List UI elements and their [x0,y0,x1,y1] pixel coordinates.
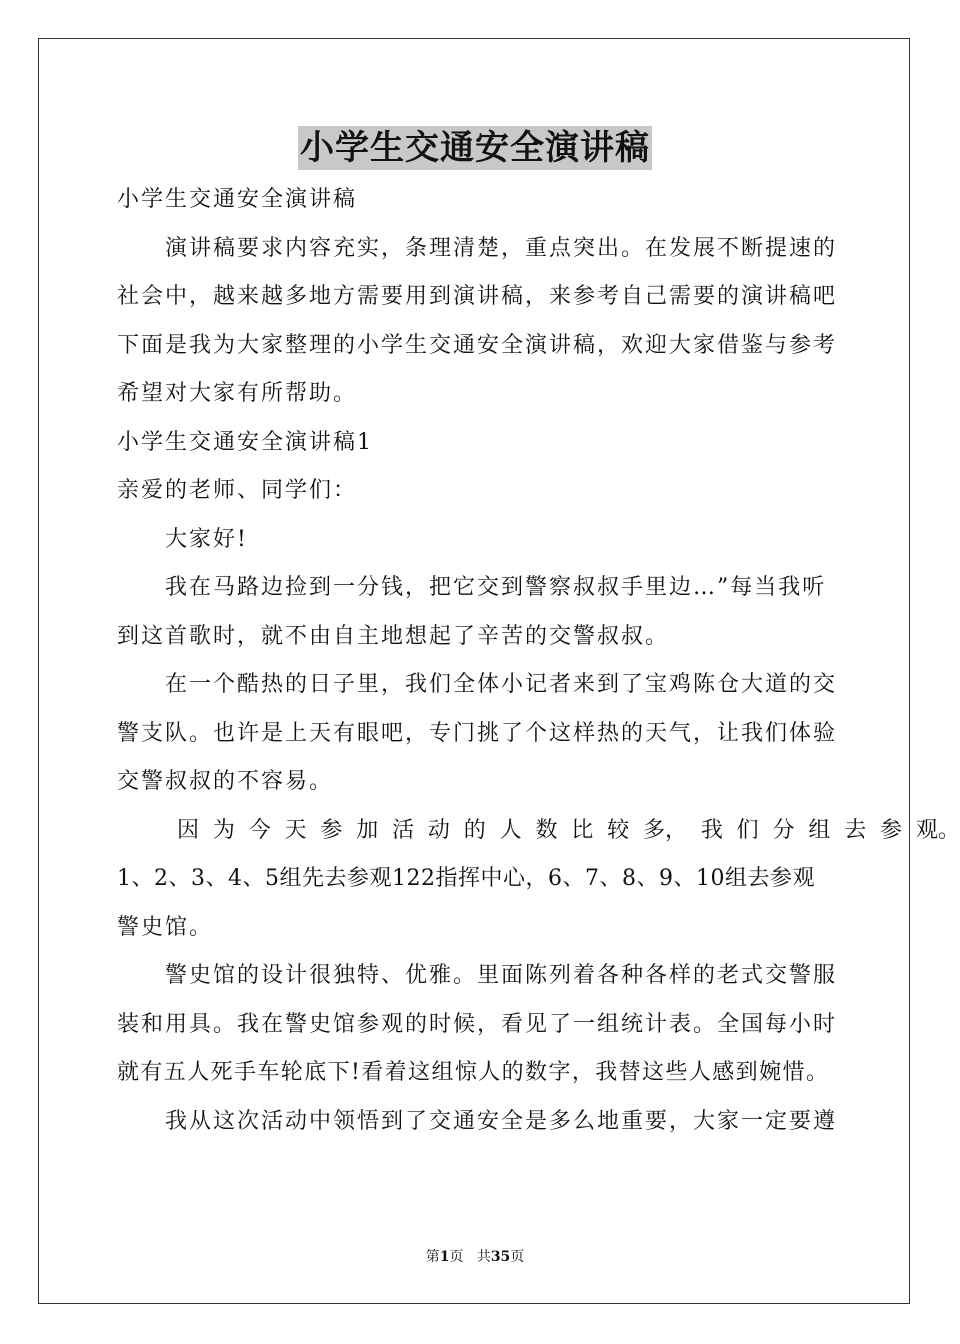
title-wrap [0,126,950,170]
justified-char: 较 [607,817,630,843]
justified-char: 多， [642,817,687,843]
justified-char: 为 [212,817,235,843]
justified-char: 去 [844,817,867,843]
paragraph-line: 下面是我为大家整理的小学生交通安全演讲稿，欢迎大家借鉴与参考 [117,332,838,358]
paragraph-line: 警史馆的设计很独特、优雅。里面陈列着各种各样的老式交警服 [165,963,838,988]
justified-char: 参 [880,817,903,843]
justified-char: 的 [463,817,486,843]
section-heading: 小学生交通安全演讲稿1 [117,429,373,455]
subtitle-line: 小学生交通安全演讲稿 [117,187,358,212]
paragraph-line: 在一个酷热的日子里，我们全体小记者来到了宝鸡陈仓大道的交 [165,672,838,697]
page-suffix: 页 [449,1249,464,1265]
paragraph-line: 警史馆。 [117,914,214,940]
paragraph-line: 演讲稿要求内容充实，条理清楚，重点突出。在发展不断提速的 [165,235,838,261]
paragraph-line: 1、2、3、4、5组先去参观122指挥中心，6、7、8、9、10组去参观 [117,866,815,891]
paragraph-line: 社会中，越来越多地方需要用到演讲稿，来参考自己需要的演讲稿吧 [117,284,838,309]
total-prefix: 共 [476,1249,491,1265]
paragraph-line: 就有五人死手车轮底下!看着这组惊人的数字，我替这些人感到婉惜。 [117,1060,830,1085]
justified-paragraph-line [117,807,960,856]
greeting: 大家好! [165,526,248,552]
justified-char: 们 [736,817,759,843]
justified-char: 比 [571,817,594,843]
justified-char: 动 [427,817,450,843]
justified-char: 观。 [915,817,960,843]
paragraph-line: 希望对大家有所帮助。 [117,381,358,406]
paragraph-line: 装和用具。我在警史馆参观的时候，看见了一组统计表。全国每小时 [117,1011,838,1037]
justified-char: 因 [177,817,200,843]
justified-char: 人 [499,817,522,843]
paragraph-line: 警支队。也许是上天有眼吧，专门挑了个这样热的天气，让我们体验 [117,720,838,746]
justified-char: 活 [392,817,415,843]
justified-char: 今 [248,817,271,843]
page-number: 1 [439,1249,450,1265]
total-pages: 35 [490,1249,511,1265]
page-prefix: 第 [425,1249,440,1265]
paragraph-line: 我在马路边捡到一分钱，把它交到警察叔叔手里边…”每当我听 [165,575,827,600]
justified-char: 我 [700,817,723,843]
total-suffix: 页 [510,1249,525,1265]
justified-char: 分 [772,817,795,843]
document-body [117,176,960,1146]
justified-char: 组 [808,817,831,843]
justified-char: 天 [284,817,307,843]
paragraph-line: 到这首歌时，就不由自主地想起了辛苦的交警叔叔。 [117,623,670,649]
justified-char: 参 [320,817,343,843]
document-title: 小学生交通安全演讲稿 [300,128,650,168]
paragraph-line: 交警叔叔的不容易。 [117,769,334,794]
salutation: 亲爱的老师、同学们： [117,478,358,503]
justified-char: 加 [356,817,379,843]
page-footer [0,1247,950,1267]
paragraph-line: 我从这次活动中领悟到了交通安全是多么地重要，大家一定要遵 [165,1108,838,1134]
justified-char: 数 [535,817,558,843]
